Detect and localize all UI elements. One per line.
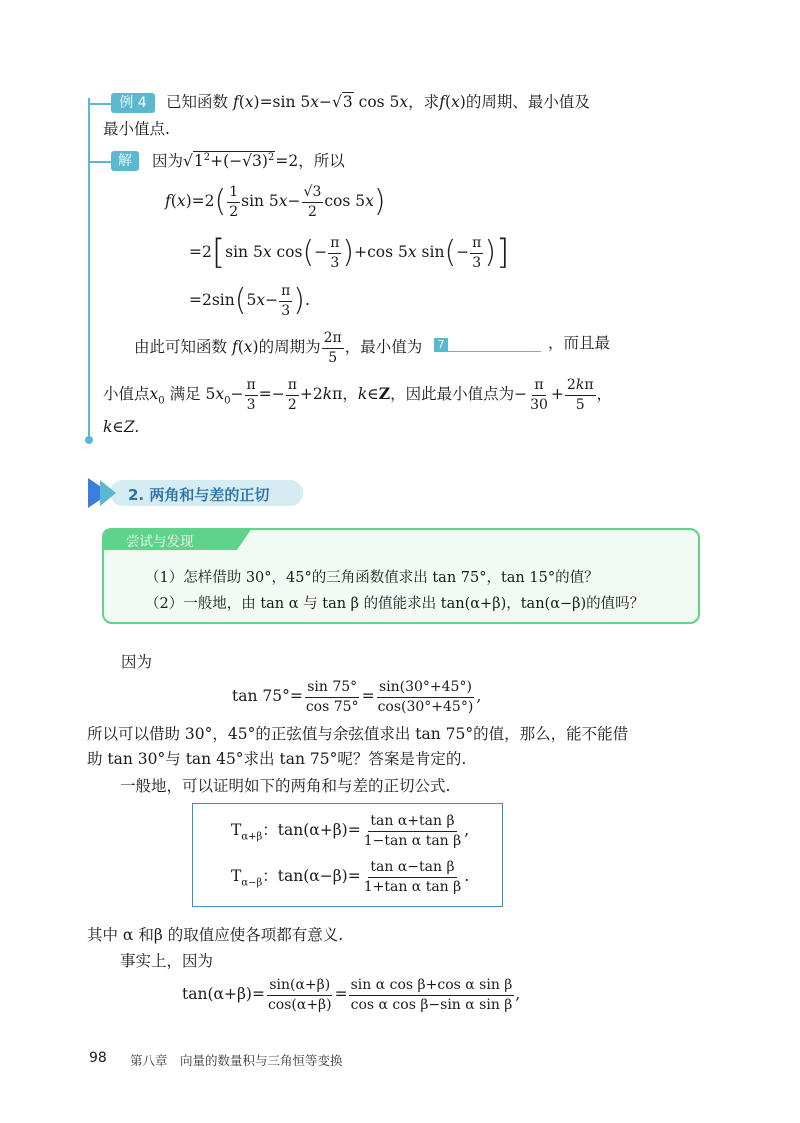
answer-blank-number: 7: [434, 338, 448, 352]
solution-line-b: 小值点$x_0$ 满足 $5x_0-$ $\frac{\pi}{3}$ =− $\frac{\pi}{2}$ +2kπ，k∈Z，因此最小值点为− $\frac{\pi}{30}$ + $\frac{2k\pi}{5}$ ，: [103, 377, 613, 413]
equation-tan75: tan 75°= $\frac{\sin 75^\circ}{\cos 75^\circ}$ = $\frac{\sin(30^\circ+45^\circ)}{\cos(30^\circ+45^\circ)}$ ,: [232, 679, 482, 715]
section-title: 2. 两角和与差的正切: [128, 486, 270, 504]
solution-line-c: k∈Z.: [103, 418, 140, 436]
equation-step3: =2sin(5x− $\frac{\pi}{3}$ ).: [189, 283, 310, 319]
solution-connector: [90, 161, 112, 163]
equation-step1: f(x)=2( $\frac{1}{2}$ sin 5x− $\frac{√3}{2}$ cos 5x): [165, 184, 386, 220]
body-paragraph-5: 其中 α 和β 的取值应使各项都有意义.: [87, 926, 344, 944]
example-statement-line2: 最小值点.: [103, 120, 170, 138]
body-paragraph-2: 所以可以借助 30°，45°的正弦值与余弦值求出 tan 75°的值，那么，能不能借: [87, 725, 629, 743]
solution-conclusion-end: ，而且最: [548, 334, 611, 352]
example-rule: [88, 98, 90, 438]
section-arrow-icon-2: [100, 480, 116, 506]
solution-tag: 解: [111, 151, 139, 171]
explore-question-1: （1）怎样借助 30°，45°的三角函数值求出 tan 75°，tan 15°的值？: [145, 570, 599, 586]
equation-tan-sum-proof: tan(α+β)= $\frac{\sin(\alpha+\beta)}{\cos(\alpha+\beta)}$ = $\frac{\text{sin α cos β+cos α sin β}}{\text{cos α cos β−sin α sin β}}$ ,: [182, 977, 521, 1013]
chapter-title: 第八章 向量的数量积与三角恒等变换: [130, 1053, 343, 1068]
page-number: 98: [89, 1050, 107, 1066]
example-rule-end: [85, 436, 93, 444]
body-paragraph-4: 一般地，可以证明如下的两角和与差的正切公式.: [120, 777, 451, 795]
formula-tan-diff: $T_{\alpha-\beta}$：tan(α−β)= $\frac{\text{tan α−tan β}}{\text{1+tan α tan β}}$ .: [231, 859, 470, 895]
solution-line1: 因为$√1^2+(-√3)^2=2$，所以: [152, 152, 345, 171]
formula-tan-sum: $T_{\alpha+\beta}$：tan(α+β)= $\frac{\text{tan α+tan β}}{\text{1−tan α tan β}}$ ,: [231, 813, 470, 849]
equation-step2: =2[sin 5x cos(− $\frac{\pi}{3}$ )+cos 5x sin(− $\frac{\pi}{3}$ )]: [189, 232, 510, 273]
answer-blank-line[interactable]: [448, 351, 541, 352]
example-tag: 例 4: [111, 93, 155, 113]
body-paragraph-3: 助 tan 30°与 tan 45°求出 tan 75°呢？答案是肯定的.: [87, 750, 467, 768]
body-because: 因为: [121, 653, 153, 671]
explore-question-2: （2）一般地，由 tan α 与 tan β 的值能求出 tan(α+β)，tan(α−β)的值吗？: [145, 596, 645, 612]
solution-conclusion: 由此可知函数 f(x)的周期为 $\frac{2\pi}{5}$ ，最小值为: [134, 330, 423, 366]
explore-tab: 尝试与发现: [126, 534, 194, 550]
body-paragraph-6: 事实上，因为: [120, 952, 214, 970]
example-statement: 已知函数 f(x)=sin 5x−√3 cos 5x，求f(x)的周期、最小值及: [166, 93, 590, 111]
example-connector: [90, 103, 112, 105]
